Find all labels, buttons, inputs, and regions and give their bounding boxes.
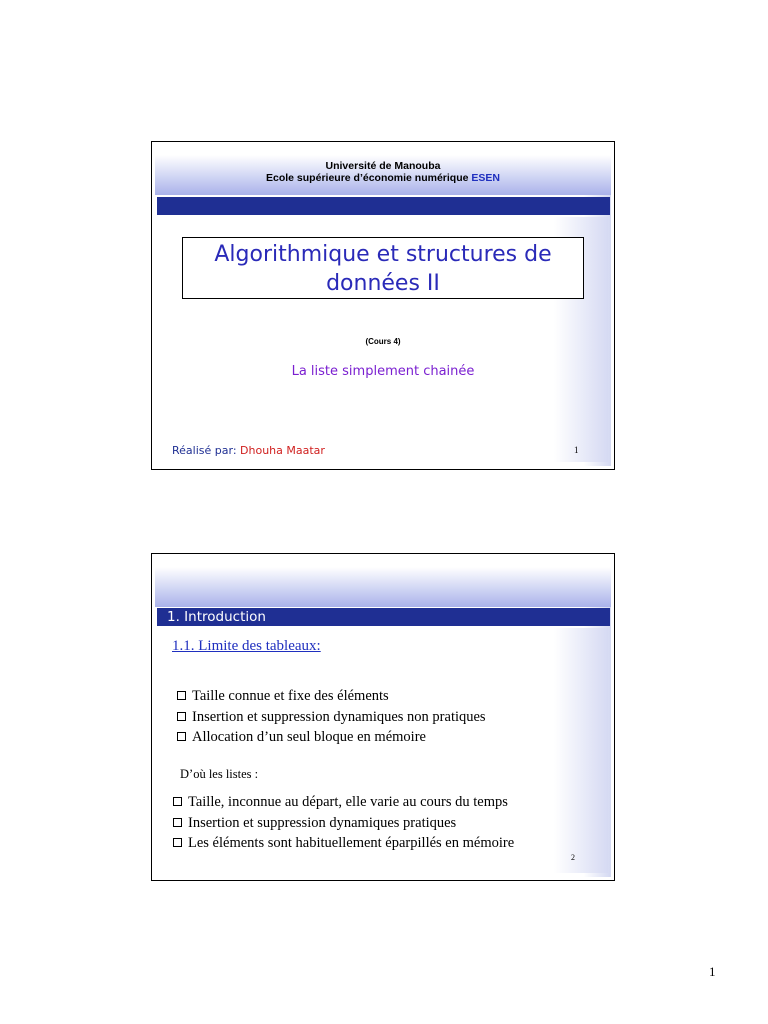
list-item: Les éléments sont habituellement éparpillés en mémoire (173, 833, 514, 854)
slide-1-blue-bar (157, 197, 610, 215)
checkbox-bullet-icon (177, 712, 186, 721)
sub-heading: 1.1. Limite des tableaux: (172, 638, 321, 654)
slide-2-header-band (155, 557, 611, 607)
transition-text: D’où les listes : (180, 767, 259, 781)
list-item: Taille, inconnue au départ, elle varie au cours du temps (173, 792, 514, 813)
limits-list (177, 686, 486, 748)
advantages-list (173, 792, 514, 854)
slide-2 (151, 553, 615, 881)
author-name: Dhouha Maatar (240, 444, 325, 457)
author-line: Réalisé par: Dhouha Maatar (172, 444, 325, 457)
lecture-subtitle: La liste simplement chainée (291, 364, 475, 379)
slide-1-background (155, 145, 611, 466)
list-item: Insertion et suppression dynamiques non pratiques (177, 707, 486, 728)
university-name: Université de Manouba (325, 160, 441, 172)
section-title: 1. Introduction (167, 609, 266, 625)
course-title-box (182, 237, 584, 299)
list-item: Taille connue et fixe des éléments (177, 686, 486, 707)
checkbox-bullet-icon (173, 838, 182, 847)
slide-1-body (158, 217, 608, 462)
course-number: (Cours 4) (365, 337, 401, 346)
course-title-line-2: données II (326, 271, 440, 296)
course-title-line-1: Algorithmique et structures de (214, 242, 552, 267)
school-acronym: ESEN (471, 172, 500, 184)
slide-1-page-number: 1 (574, 445, 579, 455)
page-number: 1 (709, 964, 716, 979)
school-name: Ecole supérieure d’économie numérique ESEN (266, 172, 500, 184)
slide-2-background (155, 557, 611, 877)
slide-2-page-number: 2 (571, 853, 575, 862)
university-header (155, 160, 611, 184)
section-title-bar (157, 608, 610, 626)
checkbox-bullet-icon (173, 797, 182, 806)
checkbox-bullet-icon (177, 691, 186, 700)
list-item: Allocation d’un seul bloque en mémoire (177, 727, 486, 748)
checkbox-bullet-icon (173, 818, 182, 827)
slide-1 (151, 141, 615, 470)
checkbox-bullet-icon (177, 732, 186, 741)
list-item: Insertion et suppression dynamiques pratiques (173, 813, 514, 834)
slide-2-body (158, 628, 608, 873)
